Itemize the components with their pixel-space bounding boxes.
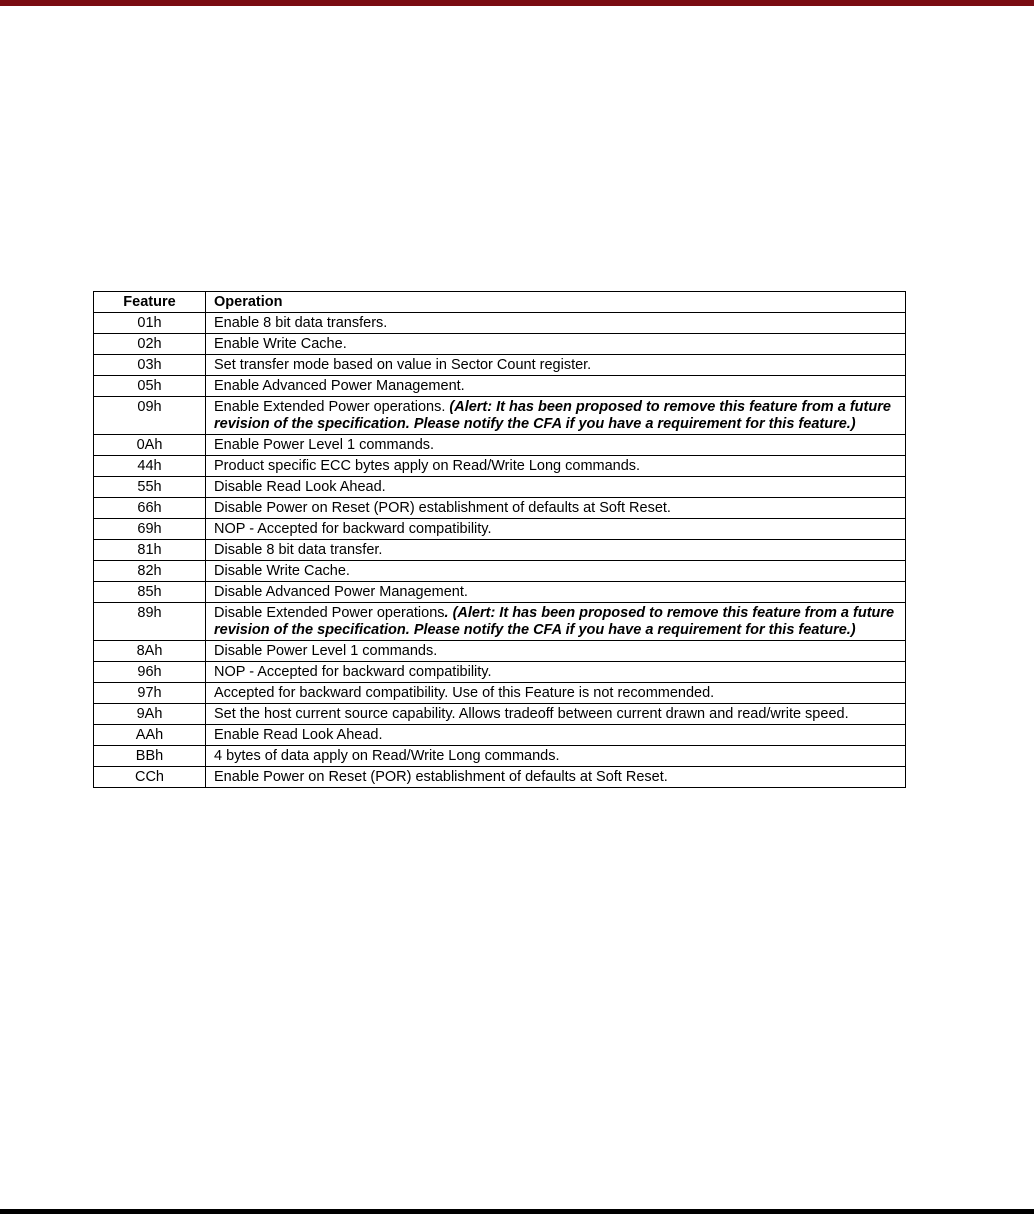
operation-cell [206,376,906,397]
operation-text: Enable Write Cache. [214,336,347,352]
feature-code-cell: 89h [94,603,206,641]
table-row [94,662,906,683]
table-row [94,376,906,397]
feature-code-cell: 05h [94,376,206,397]
operation-cell [206,477,906,498]
operation-cell [206,725,906,746]
feature-code-cell: 85h [94,582,206,603]
operation-text: Accepted for backward compatibility. Use of this Feature is not recommended. [214,685,715,701]
table-row [94,435,906,456]
feature-code-cell: 44h [94,456,206,477]
feature-code-cell: 97h [94,683,206,704]
table-body [94,313,906,788]
table-row [94,641,906,662]
table-row [94,456,906,477]
feature-code-cell: 9Ah [94,704,206,725]
operation-cell [206,704,906,725]
operation-cell [206,561,906,582]
footer-rule [0,1209,1034,1214]
feature-code-cell: CCh [94,767,206,788]
operation-text: Enable Extended Power operations. [214,399,450,415]
operation-column-header: Operation [206,292,906,313]
operation-text: Disable Advanced Power Management. [214,584,468,600]
table-row [94,519,906,540]
feature-code-cell: 01h [94,313,206,334]
operation-text: Enable Advanced Power Management. [214,378,465,394]
table-row [94,561,906,582]
operation-cell [206,683,906,704]
operation-text: Enable Power on Reset (POR) establishment of defaults at Soft Reset. [214,769,668,785]
feature-code-cell: 69h [94,519,206,540]
operation-cell [206,662,906,683]
feature-code-cell: 02h [94,334,206,355]
feature-code-cell: 82h [94,561,206,582]
operation-cell [206,313,906,334]
table-row [94,767,906,788]
feature-code-cell: AAh [94,725,206,746]
feature-code-cell: 55h [94,477,206,498]
operation-cell [206,540,906,561]
operation-text: NOP - Accepted for backward compatibility. [214,664,492,680]
operation-cell [206,767,906,788]
operation-cell [206,519,906,540]
operation-text: Disable Write Cache. [214,563,350,579]
table-header-row [94,292,906,313]
operation-text: Disable 8 bit data transfer. [214,542,383,558]
operation-text: Enable Power Level 1 commands. [214,437,435,453]
table-row [94,603,906,641]
operation-text: NOP - Accepted for backward compatibility. [214,521,492,537]
table-row [94,704,906,725]
header-rule [0,0,1034,6]
table-row [94,355,906,376]
operation-text: 4 bytes of data apply on Read/Write Long commands. [214,748,560,764]
table-row [94,725,906,746]
feature-code-cell: 81h [94,540,206,561]
table-row [94,683,906,704]
operation-cell [206,603,906,641]
deprecation-alert-text: . (Alert: It has been proposed to remove this feature from a future revision of the specification. Please notify the CFA if you have a requirement for this feature.) [214,605,895,638]
feature-code-cell: 66h [94,498,206,519]
feature-code-cell: 96h [94,662,206,683]
operation-text: Disable Power Level 1 commands. [214,643,438,659]
feature-column-header: Feature [94,292,206,313]
operation-text: Disable Read Look Ahead. [214,479,386,495]
table-row [94,582,906,603]
operation-cell [206,435,906,456]
operation-cell [206,582,906,603]
feature-code-cell: 8Ah [94,641,206,662]
table-row [94,477,906,498]
operation-cell [206,641,906,662]
operation-text: Enable 8 bit data transfers. [214,315,388,331]
feature-code-cell: 0Ah [94,435,206,456]
feature-code-cell: 03h [94,355,206,376]
operation-text: Disable Power on Reset (POR) establishment of defaults at Soft Reset. [214,500,671,516]
operation-text: Set transfer mode based on value in Sector Count register. [214,357,592,373]
table-row [94,397,906,435]
operation-text: Set the host current source capability. Allows tradeoff between current drawn and read/write speed. [214,706,849,722]
operation-cell [206,334,906,355]
table-row [94,746,906,767]
table-row [94,334,906,355]
operation-text: Disable Extended Power operations [214,605,445,621]
operation-text: Enable Read Look Ahead. [214,727,383,743]
feature-code-cell: 09h [94,397,206,435]
table-row [94,498,906,519]
deprecation-alert-text: (Alert: It has been proposed to remove this feature from a future revision of the specification. Please notify the CFA if you have a requirement for this feature.) [214,399,891,432]
operation-cell [206,498,906,519]
table-row [94,540,906,561]
operation-cell [206,355,906,376]
operation-cell [206,397,906,435]
operation-text: Product specific ECC bytes apply on Read/Write Long commands. [214,458,641,474]
table-row [94,313,906,334]
operation-cell [206,456,906,477]
operation-cell [206,746,906,767]
set-features-table [93,291,906,788]
feature-code-cell: BBh [94,746,206,767]
